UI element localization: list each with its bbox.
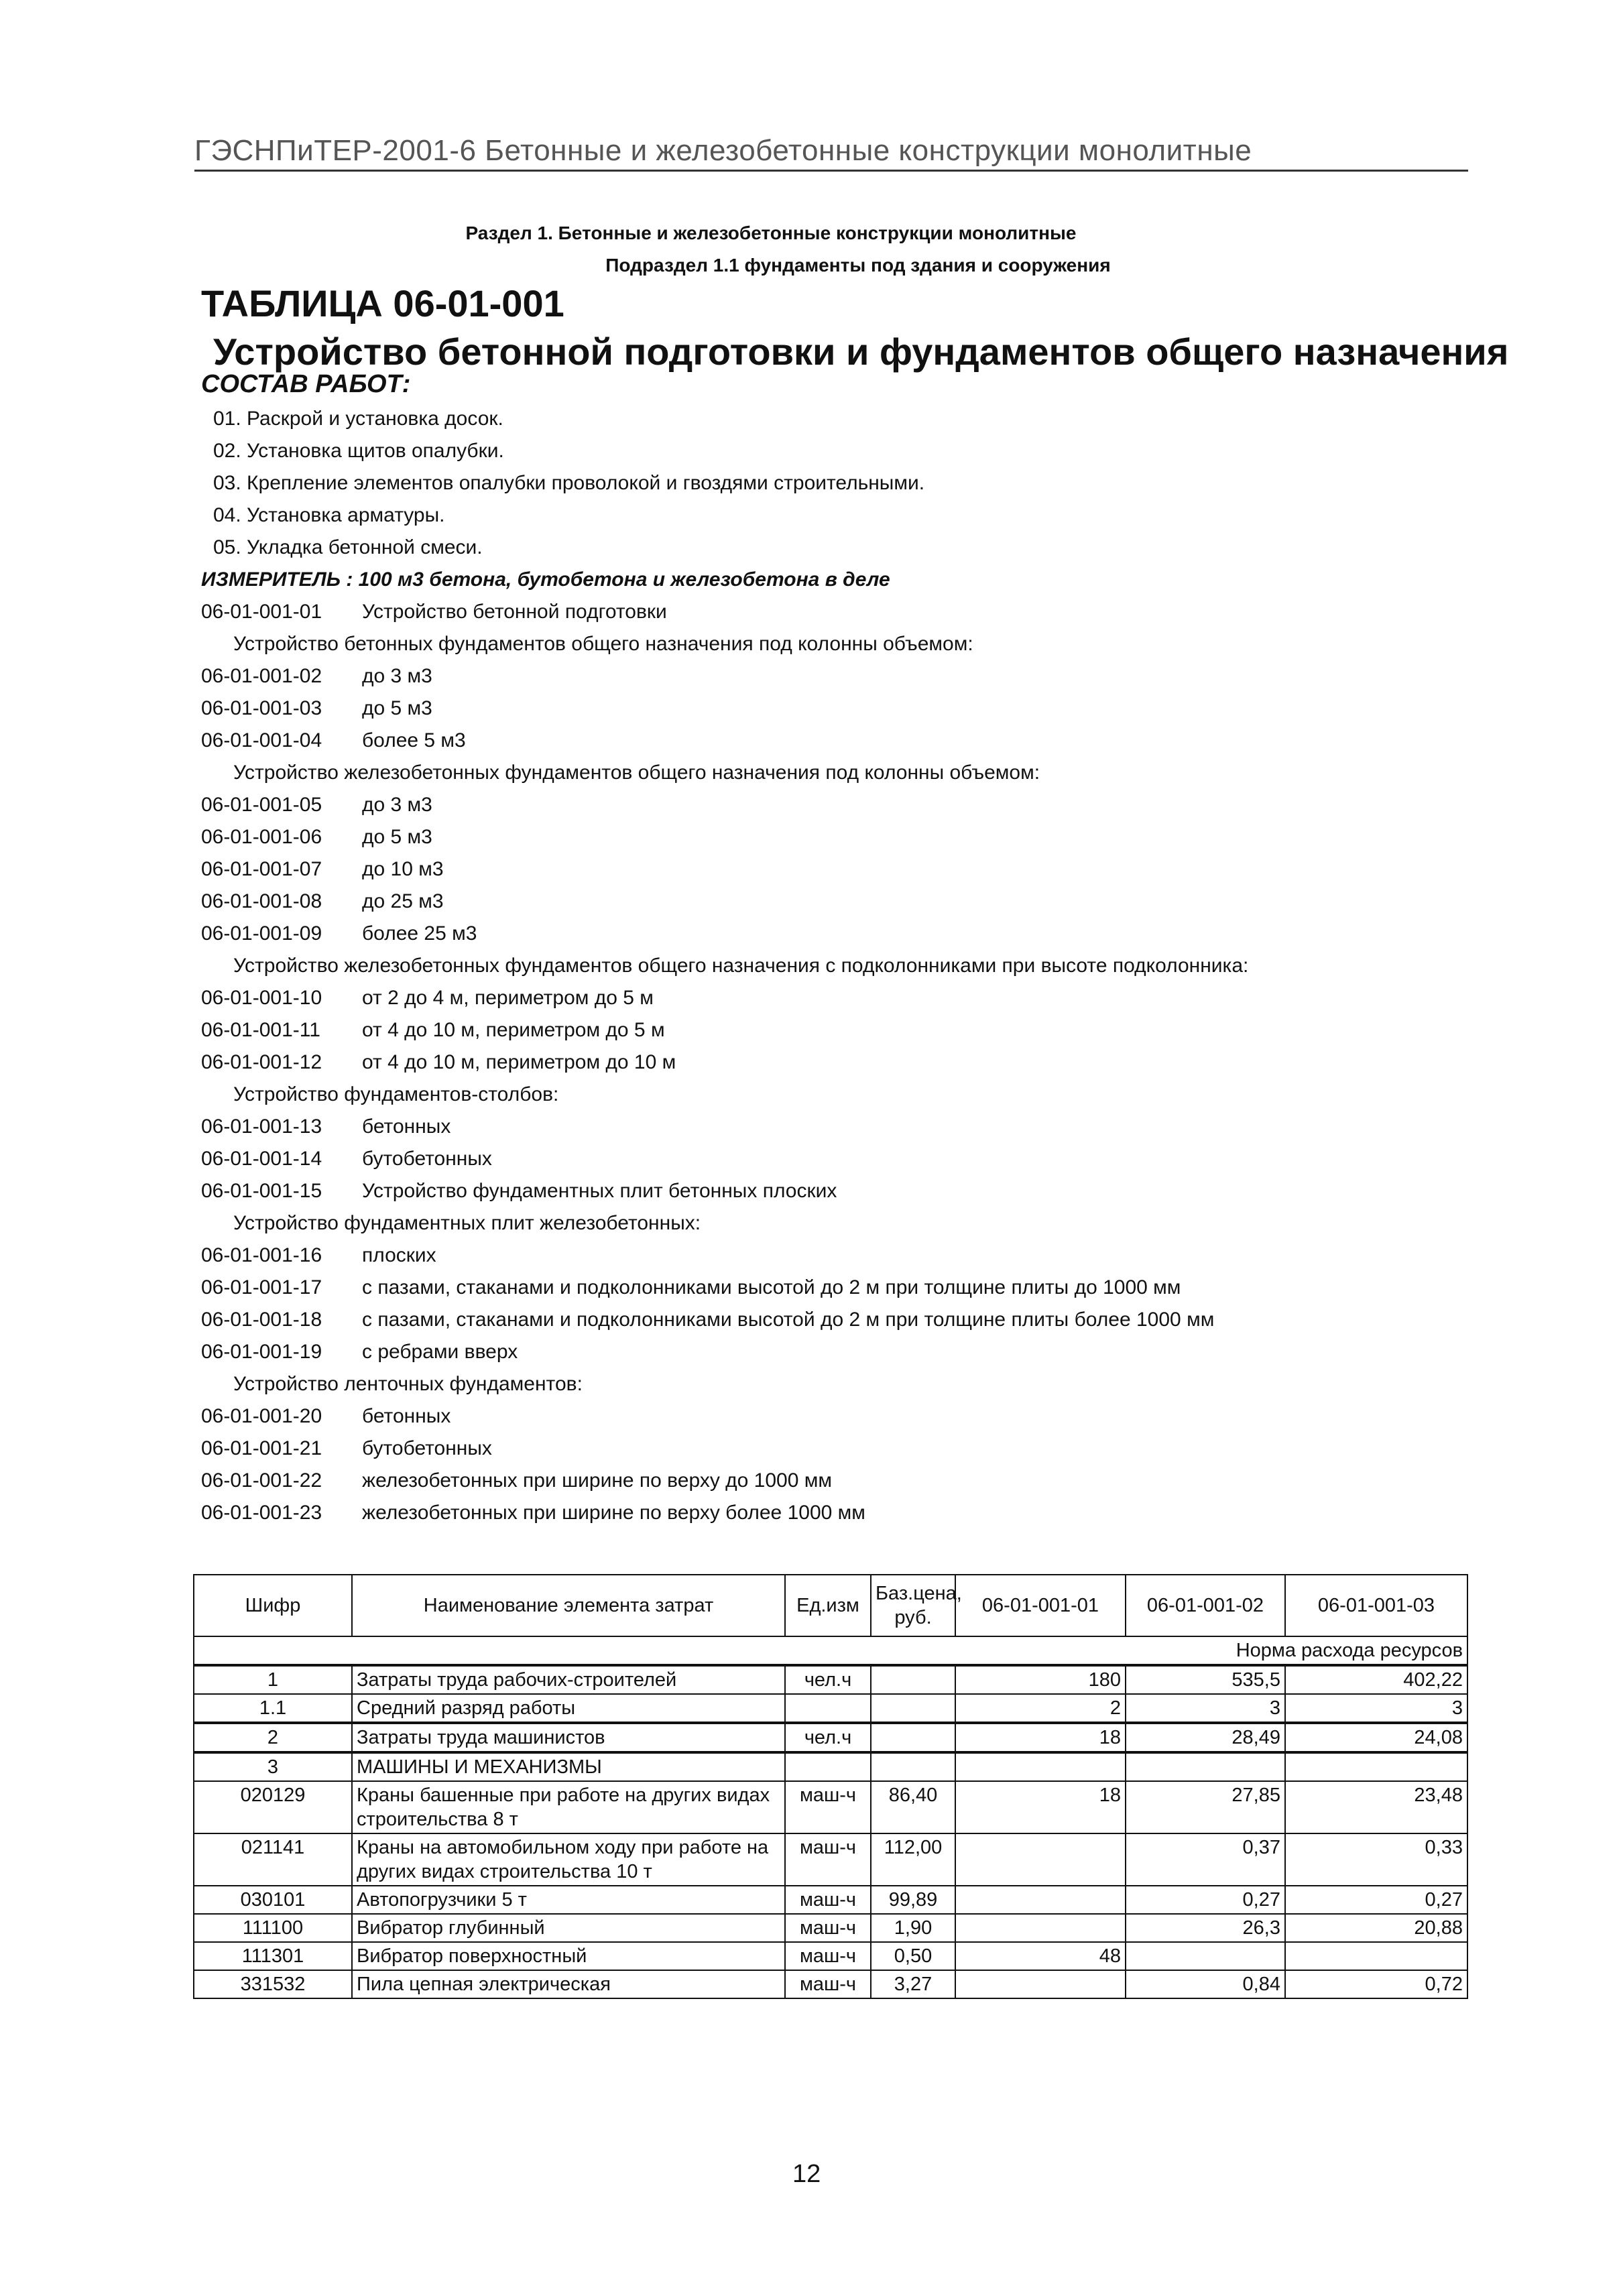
code-name: от 4 до 10 м, периметром до 10 м	[362, 1051, 676, 1073]
cell-value: 27,85	[1126, 1781, 1285, 1833]
cell-value: 26,3	[1126, 1914, 1285, 1942]
cell-code: 3	[194, 1752, 352, 1781]
cell-value: 402,22	[1285, 1665, 1467, 1694]
code-name: до 5 м3	[362, 697, 432, 719]
code-name: до 3 м3	[362, 665, 432, 687]
code-name: более 25 м3	[362, 922, 477, 945]
cell-price: 112,00	[871, 1833, 955, 1886]
cell-code: 331532	[194, 1970, 352, 1998]
cell-code: 020129	[194, 1781, 352, 1833]
cell-unit: маш-ч	[785, 1914, 871, 1942]
cell-price: 3,27	[871, 1970, 955, 1998]
cell-price: 0,50	[871, 1942, 955, 1970]
code: 06-01-001-03	[201, 697, 322, 719]
work-item: 03. Крепление элементов опалубки проволокой и гвоздями строительными.	[213, 472, 925, 494]
table-row	[194, 1665, 1467, 1694]
cell-price	[871, 1723, 955, 1752]
table-row	[194, 1970, 1467, 1998]
cell-value: 535,5	[1126, 1665, 1285, 1694]
code: 06-01-001-02	[201, 665, 322, 687]
code-name: бутобетонных	[362, 1148, 492, 1170]
table-row	[194, 1914, 1467, 1942]
cell-value: 0,27	[1126, 1886, 1285, 1914]
cell-value: 3	[1126, 1694, 1285, 1723]
cell-name: Пила цепная электрическая	[352, 1970, 785, 1998]
cell-unit	[785, 1752, 871, 1781]
code-name: до 25 м3	[362, 890, 444, 912]
code: 06-01-001-01	[201, 601, 322, 623]
section-title: Раздел 1. Бетонные и железобетонные конструкции монолитные	[465, 223, 1077, 243]
code-name: с пазами, стаканами и подколонниками высотой до 2 м при толщине плиты более 1000 мм	[362, 1309, 1215, 1331]
code-name: с пазами, стаканами и подколонниками высотой до 2 м при толщине плиты до 1000 мм	[362, 1276, 1181, 1298]
cell-unit: чел.ч	[785, 1723, 871, 1752]
table-row	[194, 1781, 1467, 1833]
cell-name: Краны на автомобильном ходу при работе на других видах строительства 10 т	[352, 1833, 785, 1886]
cell-value: 18	[955, 1781, 1126, 1833]
code-name: более 5 м3	[362, 729, 466, 751]
column-header: Наименование элемента затрат	[352, 1575, 785, 1636]
cell-price: 1,90	[871, 1914, 955, 1942]
cell-value: 48	[955, 1942, 1126, 1970]
code-name: от 2 до 4 м, периметром до 5 м	[362, 987, 654, 1009]
code-name: бутобетонных	[362, 1437, 492, 1459]
cell-value	[955, 1752, 1126, 1781]
code: 06-01-001-20	[201, 1405, 322, 1427]
cell-name: Средний разряд работы	[352, 1694, 785, 1723]
cell-unit: чел.ч	[785, 1665, 871, 1694]
cell-value: 0,37	[1126, 1833, 1285, 1886]
table-row	[194, 1942, 1467, 1970]
code-list-subheading: Устройство бетонных фундаментов общего назначения под колонны объемом:	[233, 633, 973, 655]
cell-value: 24,08	[1285, 1723, 1467, 1752]
cell-unit: маш-ч	[785, 1942, 871, 1970]
code: 06-01-001-18	[201, 1309, 322, 1331]
cell-name: Вибратор глубинный	[352, 1914, 785, 1942]
subsection-title: Подраздел 1.1 фундаменты под здания и сооружения	[605, 255, 1111, 276]
cell-price: 86,40	[871, 1781, 955, 1833]
cell-unit: маш-ч	[785, 1781, 871, 1833]
code: 06-01-001-23	[201, 1502, 322, 1524]
code-name: Устройство фундаментных плит бетонных плоских	[362, 1180, 837, 1202]
cell-value: 23,48	[1285, 1781, 1467, 1833]
cell-code: 111100	[194, 1914, 352, 1942]
table-header-row	[194, 1575, 1467, 1636]
table-title: ТАБЛИЦА 06-01-001	[201, 282, 564, 324]
column-header: 06-01-001-01	[955, 1575, 1126, 1636]
code: 06-01-001-22	[201, 1469, 322, 1492]
work-item: 01. Раскрой и установка досок.	[213, 408, 503, 430]
resource-table	[193, 1574, 1468, 1999]
works-heading: СОСТАВ РАБОТ:	[201, 370, 411, 398]
code: 06-01-001-06	[201, 826, 322, 848]
cell-value: 0,27	[1285, 1886, 1467, 1914]
code-name: плоских	[362, 1244, 436, 1266]
cell-value: 20,88	[1285, 1914, 1467, 1942]
cell-value: 18	[955, 1723, 1126, 1752]
code-name: Устройство бетонной подготовки	[362, 601, 667, 623]
cell-value	[1126, 1752, 1285, 1781]
code-name: до 5 м3	[362, 826, 432, 848]
meter-line: ИЗМЕРИТЕЛЬ : 100 м3 бетона, бутобетона и железобетона в деле	[201, 568, 890, 591]
table-row	[194, 1723, 1467, 1752]
cell-value	[1126, 1942, 1285, 1970]
work-item: 05. Укладка бетонной смеси.	[213, 536, 483, 558]
code-name: железобетонных при ширине по верху до 1000 мм	[362, 1469, 833, 1492]
cell-unit: маш-ч	[785, 1886, 871, 1914]
code: 06-01-001-05	[201, 794, 322, 816]
column-header: 06-01-001-02	[1126, 1575, 1285, 1636]
code: 06-01-001-09	[201, 922, 322, 945]
cell-name: Затраты труда машинистов	[352, 1723, 785, 1752]
cell-code: 2	[194, 1723, 352, 1752]
code: 06-01-001-08	[201, 890, 322, 912]
cell-value	[1285, 1942, 1467, 1970]
code-name: бетонных	[362, 1115, 451, 1138]
cell-price	[871, 1694, 955, 1723]
cell-value: 0,72	[1285, 1970, 1467, 1998]
cell-price: 99,89	[871, 1886, 955, 1914]
cell-code: 1	[194, 1665, 352, 1694]
column-header: Ед.изм	[785, 1575, 871, 1636]
cell-unit: маш-ч	[785, 1970, 871, 1998]
cell-name: Автопогрузчики 5 т	[352, 1886, 785, 1914]
table-heading: Устройство бетонной подготовки и фундаментов общего назначения	[213, 330, 1509, 373]
code: 06-01-001-04	[201, 729, 322, 751]
norm-label-row	[194, 1636, 1467, 1665]
cell-value: 28,49	[1126, 1723, 1285, 1752]
cell-code: 030101	[194, 1886, 352, 1914]
cell-unit	[785, 1694, 871, 1723]
code: 06-01-001-11	[201, 1019, 320, 1041]
code: 06-01-001-16	[201, 1244, 322, 1266]
cell-value	[955, 1833, 1126, 1886]
code-name: до 3 м3	[362, 794, 432, 816]
code-name: железобетонных при ширине по верху более 1000 мм	[362, 1502, 865, 1524]
cell-value: 3	[1285, 1694, 1467, 1723]
code-name: бетонных	[362, 1405, 451, 1427]
column-header: Шифр	[194, 1575, 352, 1636]
cell-value	[1285, 1752, 1467, 1781]
cell-name: Вибратор поверхностный	[352, 1942, 785, 1970]
code-name: с ребрами вверх	[362, 1341, 518, 1363]
work-item: 04. Установка арматуры.	[213, 504, 445, 526]
code-list-subheading: Устройство железобетонных фундаментов общего назначения с подколонниками при высоте подколонника:	[233, 955, 1249, 977]
cell-name: Краны башенные при работе на других видах строительства 8 т	[352, 1781, 785, 1833]
code: 06-01-001-12	[201, 1051, 322, 1073]
cell-code: 021141	[194, 1833, 352, 1886]
column-header: Баз.цена, руб.	[871, 1575, 955, 1636]
code-list-subheading: Устройство ленточных фундаментов:	[233, 1373, 583, 1395]
code: 06-01-001-14	[201, 1148, 322, 1170]
running-header: ГЭСНПиТЕР-2001-6 Бетонные и железобетонные конструкции монолитные	[194, 134, 1252, 167]
code: 06-01-001-21	[201, 1437, 322, 1459]
code: 06-01-001-10	[201, 987, 322, 1009]
cell-name: Затраты труда рабочих-строителей	[352, 1665, 785, 1694]
cell-value	[955, 1914, 1126, 1942]
header-rule	[194, 170, 1468, 172]
column-header: 06-01-001-03	[1285, 1575, 1467, 1636]
cell-value: 0,33	[1285, 1833, 1467, 1886]
cell-value	[955, 1886, 1126, 1914]
code-list-subheading: Устройство железобетонных фундаментов общего назначения под колонны объемом:	[233, 762, 1040, 784]
table-row	[194, 1833, 1467, 1886]
cell-unit: маш-ч	[785, 1833, 871, 1886]
code-name: от 4 до 10 м, периметром до 5 м	[362, 1019, 665, 1041]
cell-price	[871, 1752, 955, 1781]
work-item: 02. Установка щитов опалубки.	[213, 440, 504, 462]
cell-value	[955, 1970, 1126, 1998]
cell-code: 1.1	[194, 1694, 352, 1723]
cell-value: 2	[955, 1694, 1126, 1723]
cell-price	[871, 1665, 955, 1694]
page-number: 12	[792, 2160, 821, 2188]
code: 06-01-001-07	[201, 858, 322, 880]
table-row	[194, 1886, 1467, 1914]
code: 06-01-001-15	[201, 1180, 322, 1202]
cell-value: 0,84	[1126, 1970, 1285, 1998]
code-name: до 10 м3	[362, 858, 444, 880]
norm-label: Норма расхода ресурсов	[194, 1636, 1467, 1665]
table-row	[194, 1694, 1467, 1723]
code: 06-01-001-19	[201, 1341, 322, 1363]
cell-name: МАШИНЫ И МЕХАНИЗМЫ	[352, 1752, 785, 1781]
cell-value: 180	[955, 1665, 1126, 1694]
code: 06-01-001-17	[201, 1276, 322, 1298]
cell-code: 111301	[194, 1942, 352, 1970]
code-list-subheading: Устройство фундаментных плит железобетонных:	[233, 1212, 701, 1234]
code: 06-01-001-13	[201, 1115, 322, 1138]
table-row	[194, 1752, 1467, 1781]
code-list-subheading: Устройство фундаментов-столбов:	[233, 1083, 559, 1105]
